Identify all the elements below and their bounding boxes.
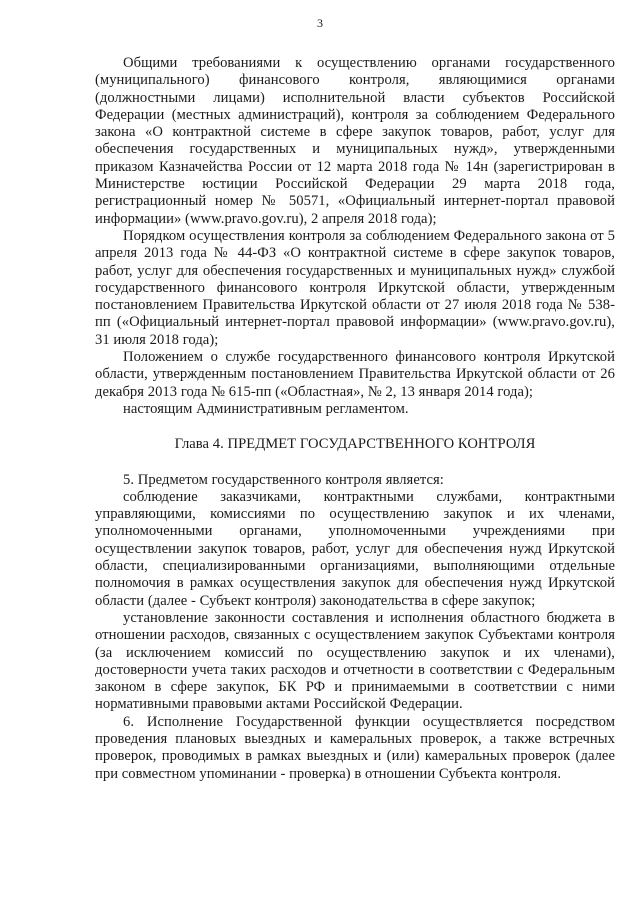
paragraph-item-6: 6. Исполнение Государственной функции осуществляется посредством проведения плановых выездных и камеральных проверок, а также встречных проверок, проводимых в рамках выездных и (или) камеральных проверок (далее при совместном упоминании - проверка) в отношении Субъекта контроля. bbox=[95, 713, 615, 782]
paragraph-regulation: Положением о службе государственного финансового контроля Иркутской области, утвержденным постановлением Правительства Иркутской области от 26 декабря 2013 года № 615-пп («Областная», № 2, 13 января 2014 года); bbox=[95, 349, 615, 400]
paragraph-item-5: 5. Предметом государственного контроля является: bbox=[123, 471, 444, 488]
paragraph-requirements: Общими требованиями к осуществлению органами государственного (муниципального) финансового контроля, являющимися органами (должностными лицами) исполнительной власти субъектов Российской Федерации (местных администраций), контроля за соблюдением Федерального закона «О контрактной системе в сфере закупок товаров, работ, услуг для обеспечения государственных и муниципальных нужд», утвержденными приказом Казначейства России от 12 марта 2018 года № 14н (зарегистрирован в Министерстве юстиции Российской Федерации 29 марта 2018 года, регистрационный номер № 50571, «Официальный интернет-портал правовой информации» (www.pravo.gov.ru), 2 апреля 2018 года); bbox=[95, 55, 615, 227]
paragraph-legality: установление законности составления и исполнения областного бюджета в отношении расходов, связанных с осуществлением закупок Субъектами контроля (за исключением комиссий по осуществлению закупок и их членами), достоверности учета таких расходов и отчетности в соответствии с Федеральным законом в сфере закупок, БК РФ и принимаемыми в соответствии с ними нормативными правовыми актами Российской Федерации. bbox=[95, 609, 615, 713]
page-number: 3 bbox=[317, 16, 323, 30]
document-body bbox=[95, 55, 615, 783]
paragraph-compliance: соблюдение заказчиками, контрактными службами, контрактными управляющими, комиссиями по осуществлению закупок и их членами, уполномоченными органами, уполномоченными учреждениями при осуществлении закупок товаров, работ, услуг для обеспечения нужд Иркутской области, специализированными организациями, выполняющими отдельные полномочия в рамках осуществления закупок для обеспечения нужд Иркутской области (далее - Субъект контроля) законодательства в сфере закупок; bbox=[95, 488, 615, 609]
paragraph-admin-reglament: настоящим Административным регламентом. bbox=[123, 400, 409, 417]
paragraph-procedure: Порядком осуществления контроля за соблюдением Федерального закона от 5 апреля 2013 года № 44-ФЗ «О контрактной системе в сфере закупок товаров, работ, услуг для обеспечения государственных и муниципальных нужд» службой государственного финансового контроля Иркутской области, утвержденным постановлением Правительства Иркутской области от 27 июля 2018 года № 538-пп («Официальный интернет-портал правовой информации» (www.pravo.gov.ru), 31 июля 2018 года); bbox=[95, 227, 615, 348]
chapter-title: Глава 4. ПРЕДМЕТ ГОСУДАРСТВЕННОГО КОНТРОЛЯ bbox=[174, 436, 536, 453]
